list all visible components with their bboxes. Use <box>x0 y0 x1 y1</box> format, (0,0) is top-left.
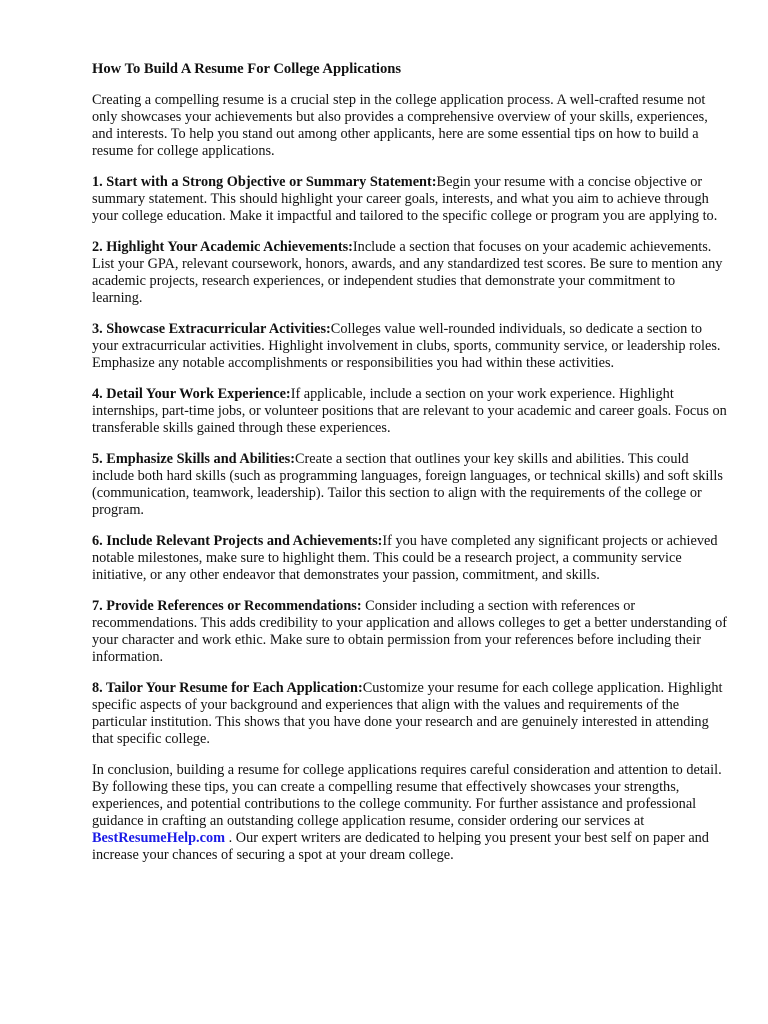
tip-item-5 <box>92 451 728 519</box>
tip-item-2 <box>92 239 728 307</box>
tip-item-3 <box>92 321 728 372</box>
tip-heading-8: 8. Tailor Your Resume for Each Application: <box>92 680 363 696</box>
conclusion-text-before: In conclusion, building a resume for college applications requires careful consideration and attention to detail. By following these tips, you can create a compelling resume that effectively showcases your strengths, experiences, and potential contributions to the college community. For further assistance and professional guidance in crafting an outstanding college application resume, consider ordering our services at <box>92 762 722 829</box>
conclusion-paragraph <box>92 762 728 864</box>
document-title: How To Build A Resume For College Applications <box>92 61 402 77</box>
tip-heading-2: 2. Highlight Your Academic Achievements: <box>92 239 353 255</box>
tip-body-2: Include a section that focuses on your academic achievements. List your GPA, relevant coursework, honors, awards, and any standardized test scores. Be sure to mention any academic projects, research experiences, or independent studies that demonstrate your commitment to learning. <box>92 239 723 306</box>
tip-item-6 <box>92 533 728 584</box>
tip-item-8 <box>92 680 728 748</box>
conclusion-text-after: . Our expert writers are dedicated to helping you present your best self on paper and increase your chances of securing a spot at your dream college. <box>92 830 709 863</box>
tip-heading-4: 4. Detail Your Work Experience: <box>92 386 291 402</box>
document-page <box>92 60 728 878</box>
tip-heading-6: 6. Include Relevant Projects and Achievements: <box>92 533 383 549</box>
tip-body-8: Customize your resume for each college application. Highlight specific aspects of your background and experiences that align with the values and requirements of the particular institution. This shows that you have done your research and are genuinely interested in attending that specific college. <box>92 680 723 747</box>
tip-heading-3: 3. Showcase Extracurricular Activities: <box>92 321 331 337</box>
tip-heading-5: 5. Emphasize Skills and Abilities: <box>92 451 295 467</box>
tip-item-4 <box>92 386 728 437</box>
bestresumehelp-link[interactable]: BestResumeHelp.com <box>92 830 226 846</box>
tip-heading-7: 7. Provide References or Recommendations: <box>92 598 362 614</box>
tip-body-7: Consider including a section with references or recommendations. This adds credibility to your application and allows colleges to get a better understanding of your character and work ethic. Make sure to obtain permission from your references before including their information. <box>92 598 727 665</box>
intro-paragraph: Creating a compelling resume is a crucial step in the college application process. A well-crafted resume not only showcases your achievements but also provides a comprehensive overview of your skills, experiences, and interests. To help you stand out among other applicants, here are some essential tips on how to build a resume for college applications. <box>92 92 708 159</box>
tip-body-3: Colleges value well-rounded individuals, so dedicate a section to your extracurricular activities. Highlight involvement in clubs, sports, community service, or leadership roles. Emphasize any notable accomplishments or responsibilities you had within these activities. <box>92 321 721 371</box>
tip-item-1 <box>92 174 728 225</box>
tip-heading-1: 1. Start with a Strong Objective or Summary Statement: <box>92 174 437 190</box>
tip-body-4: If applicable, include a section on your work experience. Highlight internships, part-time jobs, or volunteer positions that are relevant to your academic and career goals. Focus on transferable skills gained through these experiences. <box>92 386 727 436</box>
tip-body-6: If you have completed any significant projects or achieved notable milestones, make sure to highlight them. This could be a research project, a community service initiative, or any other endeavor that demonstrates your passion, commitment, and skills. <box>92 533 718 583</box>
tip-item-7 <box>92 598 728 666</box>
tip-body-5: Create a section that outlines your key skills and abilities. This could include both hard skills (such as programming languages, foreign languages, or technical skills) and soft skills (communication, teamwork, leadership). Tailor this section to align with the requirements of the college or program. <box>92 451 723 518</box>
tip-body-1: Begin your resume with a concise objective or summary statement. This should highlight your career goals, interests, and what you aim to achieve through your college education. Make it impactful and tailored to the specific college or program you are applying to. <box>92 174 718 224</box>
